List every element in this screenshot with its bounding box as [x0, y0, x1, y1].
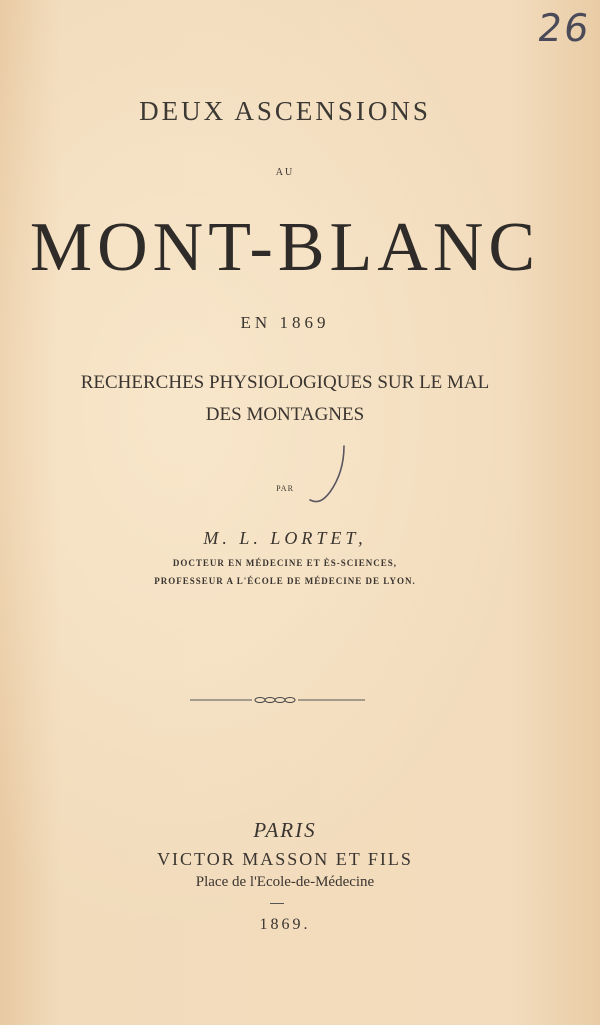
pencil-mark	[296, 442, 356, 512]
handwritten-annotation: 26	[534, 6, 594, 50]
author-name: M. L. LORTET,	[203, 528, 367, 548]
subtitle-line1: RECHERCHES PHYSIOLOGIQUES SUR LE MAL	[80, 372, 490, 393]
publication-year: 1869.	[259, 916, 311, 933]
short-rule	[270, 903, 284, 904]
main-title: MONT-BLANC	[29, 209, 541, 286]
by-label: PAR	[276, 484, 294, 493]
publisher-name: VICTOR MASSON ET FILS	[157, 849, 413, 869]
publisher-address: Place de l'Ecole-de-Médecine	[195, 874, 375, 890]
author-credential-2: PROFESSEUR A L'ÉCOLE DE MÉDECINE DE LYON.	[154, 576, 416, 586]
title-connector: AU	[275, 167, 295, 178]
ornament-divider	[190, 694, 365, 706]
subtitle-line2: DES MONTAGNES	[205, 404, 365, 425]
title-line1: DEUX ASCENSIONS	[139, 96, 431, 126]
title-date: EN 1869	[240, 313, 330, 332]
author-credential-1: DOCTEUR EN MÉDECINE ET ÈS-SCIENCES,	[172, 558, 398, 568]
imprint-city: PARIS	[253, 818, 317, 842]
